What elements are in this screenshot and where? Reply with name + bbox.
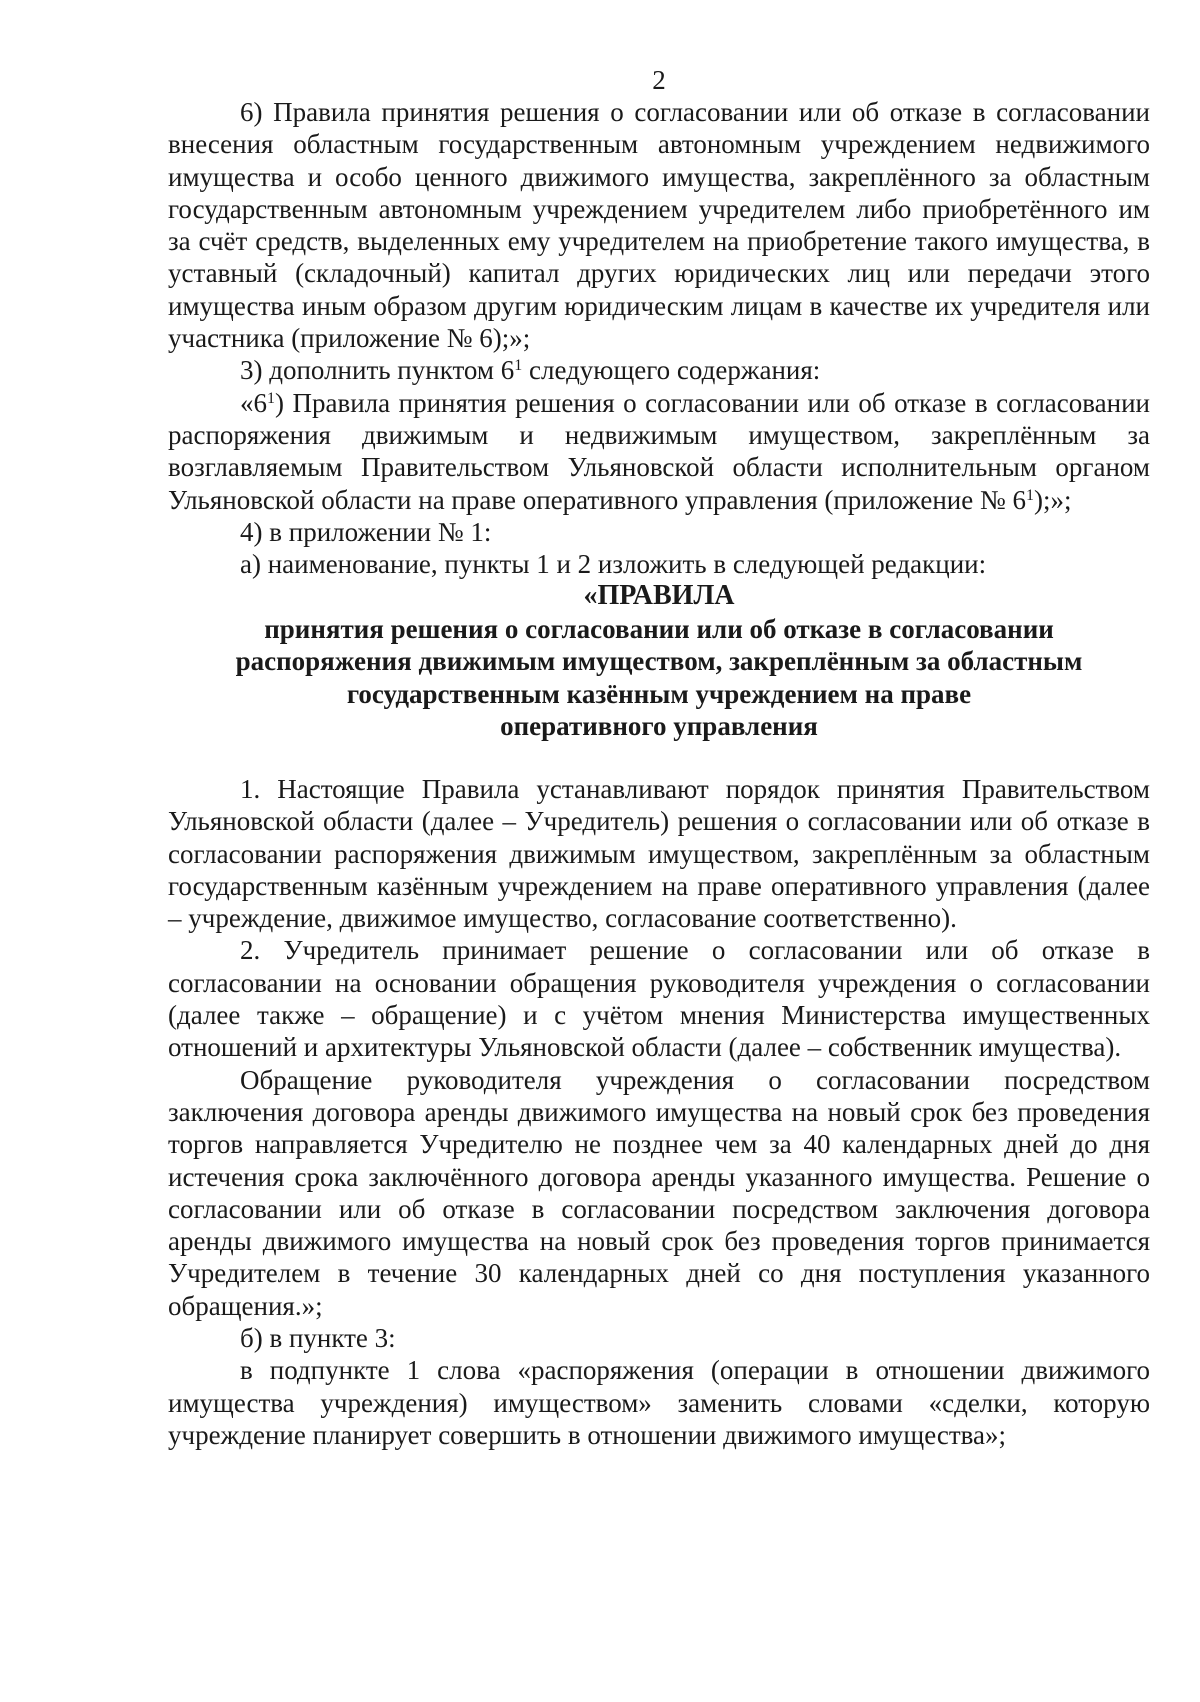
rules-subtitle-line-1: принятия решения о согласовании или об отказе в согласовании bbox=[264, 613, 1054, 644]
paragraph-item-b: б) в пункте 3: bbox=[240, 1323, 396, 1353]
rules-subtitle-line-4: оперативного управления bbox=[500, 711, 818, 742]
paragraph-item-b-text: в подпункте 1 слова «распоряжения (операции в отношении движимого имущества учреждения) имуществом» заменить словами «сделки, которую учреждение планирует совершить в отношении движимого имущества»; bbox=[168, 1355, 1150, 1450]
paragraph-rule-2: 2. Учредитель принимает решение о согласовании или об отказе в согласовании на основании обращения руководителя учреждения о согласовании (далее также – обращение) и с учётом мнения Министерства имущественных отношений и архитектуры Ульяновской области (далее – собственник имущества). bbox=[168, 935, 1150, 1063]
paragraph-rule-6: 6) Правила принятия решения о согласовании или об отказе в согласовании внесения областным государственным автономным учреждением недвижимого имущества и особо ценного движимого имущества, закреплённого за областным государственным автономным учреждением учредителем либо приобретённого им за счёт средств, выделенных ему учредителем на приобретение такого имущества, в уставный (складочный) капитал других юридических лиц или передачи этого имущества иным образом другим юридическим лицам в качестве их учредителя или участника (приложение № 6);»; bbox=[168, 97, 1150, 354]
paragraph-rule-2-continued: Обращение руководителя учреждения о согласовании посредством заключения договора аренды движимого имущества на новый срок без проведения торгов направляется Учредителю не позднее чем за 40 календарных дней до дня истечения срока заключённого договора аренды указанного имущества. Решение о согласовании или об отказе в согласовании посредством заключения договора аренды движимого имущества на новый срок без проведения торгов принимается Учредителем в течение 30 календарных дней со дня поступления указанного обращения.»; bbox=[168, 1064, 1150, 1321]
section-gap bbox=[168, 743, 1150, 773]
page-number: 2 bbox=[652, 65, 666, 95]
paragraph-item-4: 4) в приложении № 1: bbox=[240, 516, 492, 547]
paragraph-item-3: 3) дополнить пунктом $6^1$ следующего содержания: bbox=[240, 355, 821, 386]
paragraph-rule-6-1: «$6^1$) Правила принятия решения о согласовании или об отказе в согласовании распоряжения движимым и недвижимым имуществом, закреплённым за возглавляемым Правительством Ульяновской области исполнительным органом Ульяновской области на праве оперативного управления (приложение № $6^1$);»; bbox=[168, 387, 1150, 515]
document-page bbox=[168, 64, 1150, 1451]
paragraph-rule-1: 1. Настоящие Правила устанавливают порядок принятия Правительством Ульяновской области (далее – Учредитель) решения о согласовании или об отказе в согласовании распоряжения движимым имуществом, закреплённым за областным государственным казённым учреждением на праве оперативного управления (далее – учреждение, движимое имущество, согласование соответственно). bbox=[168, 773, 1150, 934]
rules-subtitle-line-3: государственным казённым учреждением на праве bbox=[346, 678, 972, 709]
rules-subtitle-line-2: распоряжения движимым имуществом, закреплённым за областным bbox=[235, 646, 1083, 677]
rules-title: «ПРАВИЛА bbox=[583, 580, 735, 612]
paragraph-item-4a: а) наименование, пункты 1 и 2 изложить в следующей редакции: bbox=[240, 549, 987, 580]
